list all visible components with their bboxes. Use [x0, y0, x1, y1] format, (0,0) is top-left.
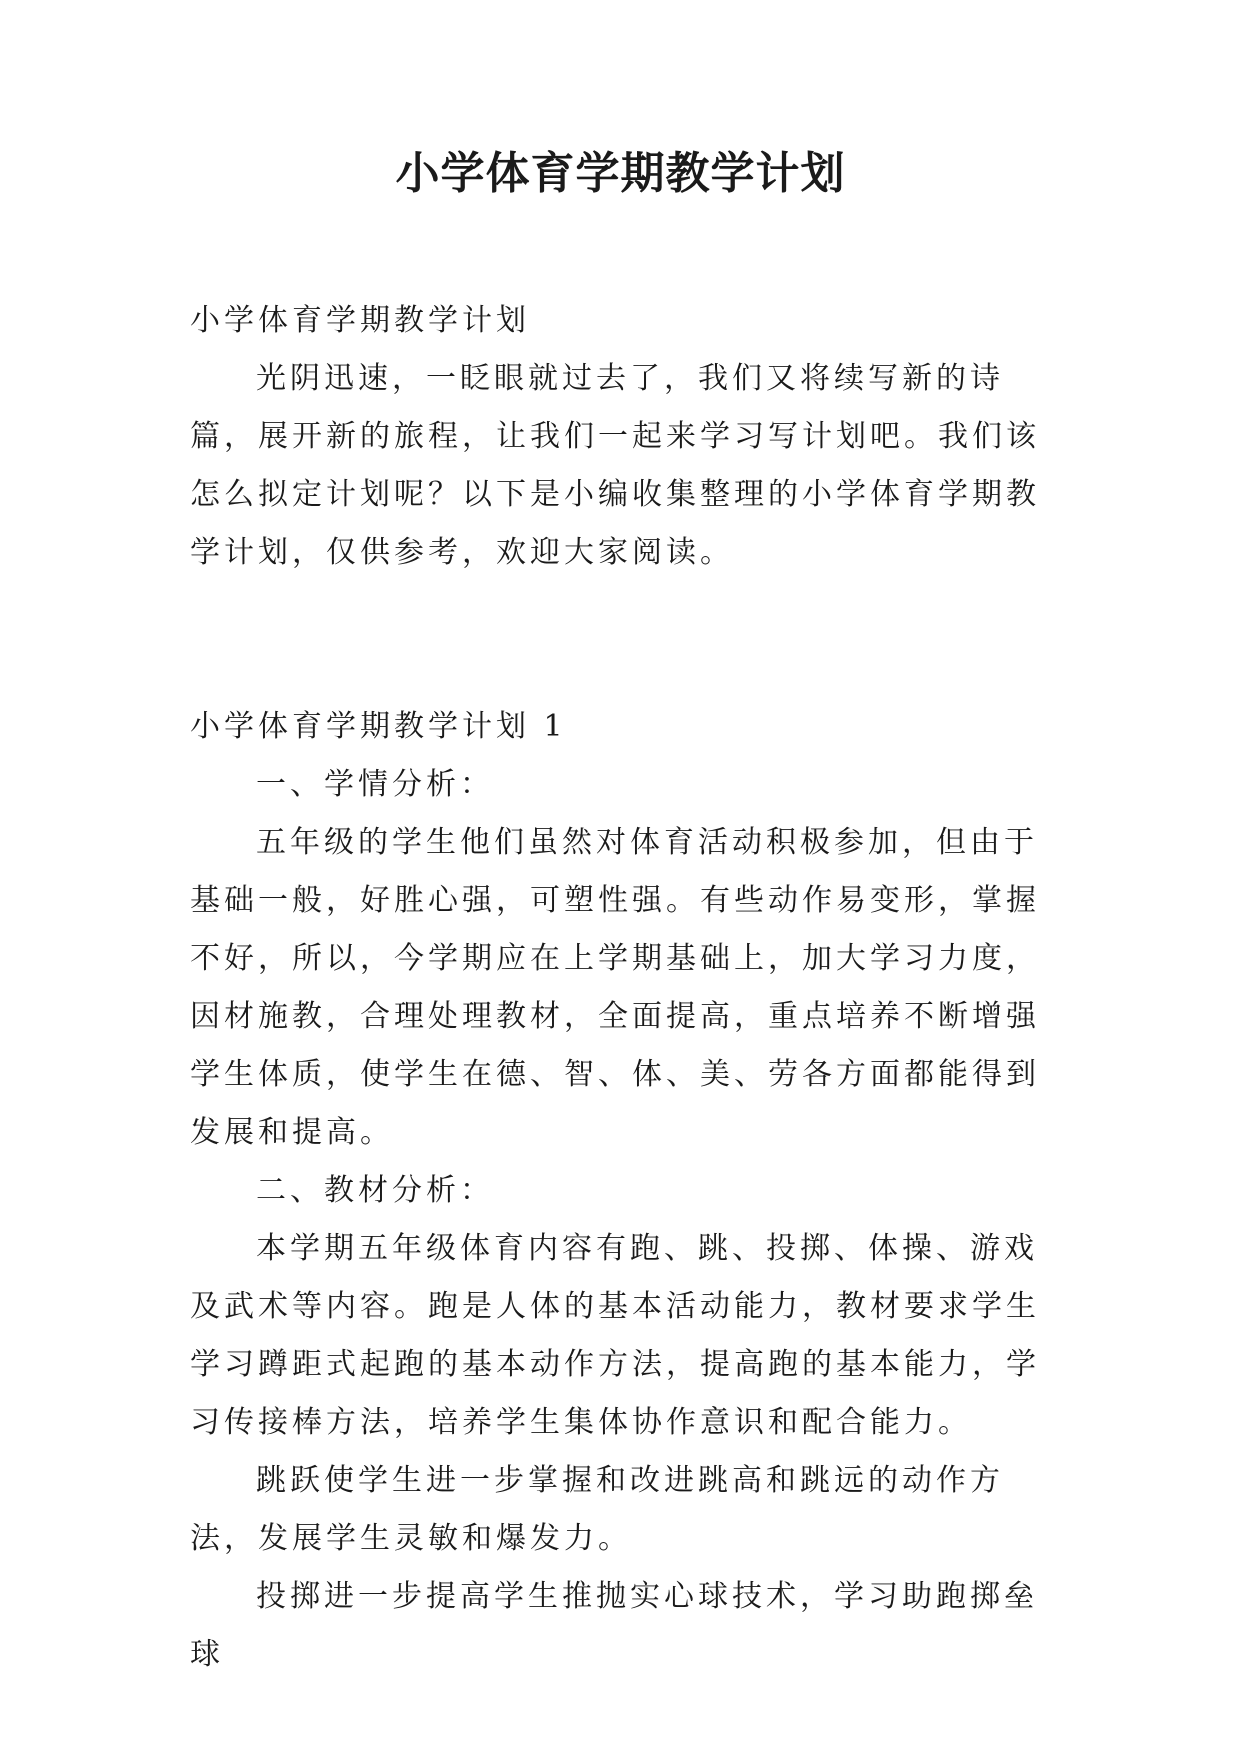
document-subtitle: 小学体育学期教学计划 [190, 303, 530, 338]
document-title: 小学体育学期教学计划 [395, 148, 846, 199]
section-spacer [190, 582, 1070, 698]
section-title: 小学体育学期教学计划 1 [190, 709, 567, 744]
heading-material-analysis: 二、教材分析： [256, 1173, 494, 1208]
paragraph-material-analysis: 本学期五年级体育内容有跑、跳、投掷、体操、游戏及武术等内容。跑是人体的基本活动能力，教材要求学生学习蹲距式起跑的基本动作方法，提高跑的基本能力，学习传接棒方法，培养学生集体协作意识和配合能力。 [190, 1231, 1040, 1440]
intro-paragraph: 光阴迅速，一眨眼就过去了，我们又将续写新的诗篇，展开新的旅程，让我们一起来学习写计划吧。我们该怎么拟定计划呢？以下是小编收集整理的小学体育学期教学计划，仅供参考，欢迎大家阅读。 [190, 361, 1040, 570]
paragraph-jumping: 跳跃使学生进一步掌握和改进跳高和跳远的动作方法，发展学生灵敏和爆发力。 [190, 1463, 1004, 1556]
paragraph-student-analysis: 五年级的学生他们虽然对体育活动积极参加，但由于基础一般，好胜心强，可塑性强。有些动作易变形，掌握不好，所以，今学期应在上学期基础上，加大学习力度，因材施教，合理处理教材，全面提高，重点培养不断增强学生体质，使学生在德、智、体、美、劳各方面都能得到发展和提高。 [190, 825, 1040, 1150]
heading-student-analysis: 一、学情分析： [256, 767, 494, 802]
paragraph-throwing: 投掷进一步提高学生推抛实心球技术，学习助跑掷垒球 [190, 1579, 1038, 1672]
document-body [190, 292, 1070, 1684]
